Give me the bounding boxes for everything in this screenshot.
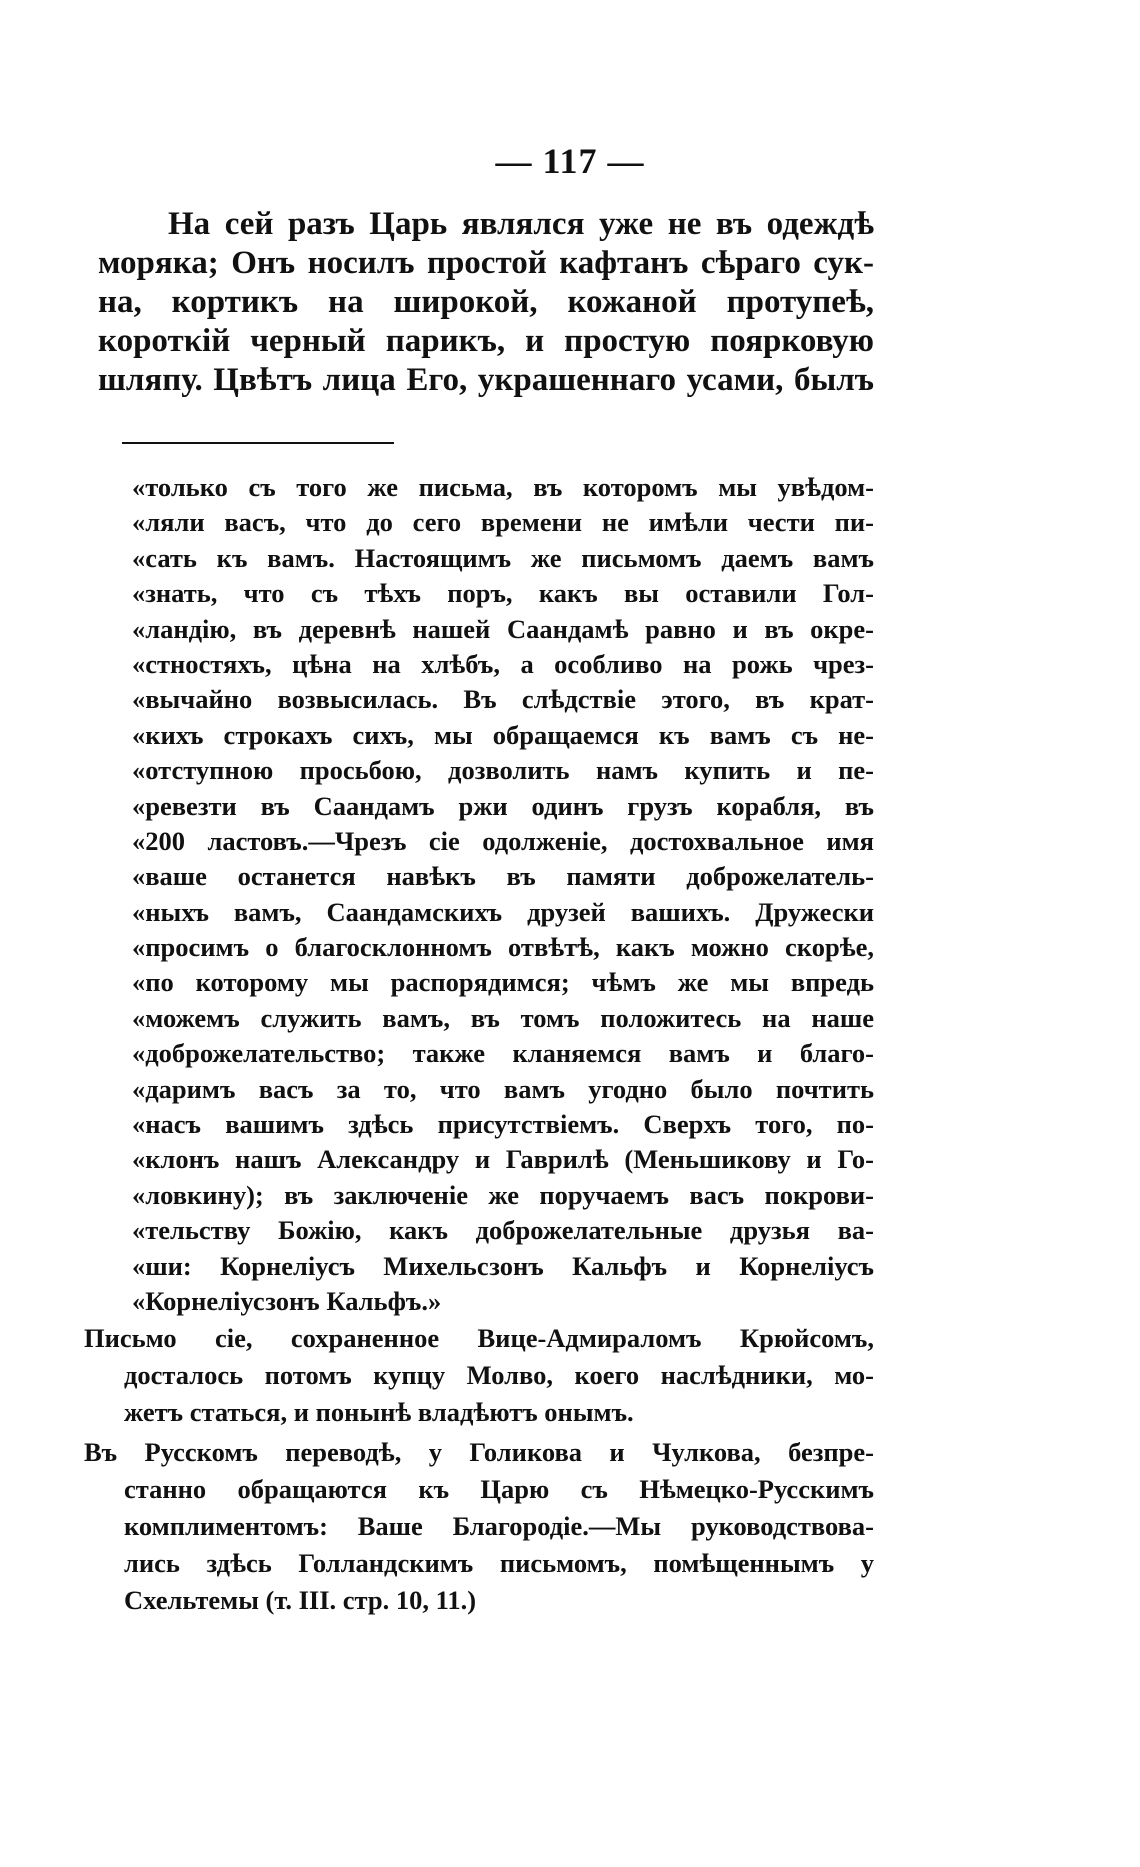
footnote-line: «ныхъ вамъ, Саандамскихъ друзей вашихъ. Дружески <box>132 896 874 927</box>
footnote-line: «ваше останется навѣкъ въ памяти доброжелатель- <box>132 861 874 892</box>
footnote-line: досталось потомъ купцу Молво, коего наслѣдники, мо- <box>124 1360 874 1390</box>
footnote-line: «только съ того же письма, въ которомъ мы увѣдом- <box>132 472 874 502</box>
footnote-line: «насъ вашимъ здѣсь присутствіемъ. Сверхъ того, по- <box>132 1109 874 1140</box>
footnote-line: «даримъ васъ за то, что вамъ угодно было почтить <box>132 1073 874 1104</box>
footnote-line: Схельтемы (т. III. стр. 10, 11.) <box>124 1585 477 1615</box>
main-paragraph <box>98 205 874 400</box>
text-line: моряка; Онъ носилъ простой кафтанъ сѣраго сук- <box>98 245 874 281</box>
footnote-line: «вычайно возвысилась. Въ слѣдствіе этого, въ крат- <box>132 684 874 715</box>
footnote-line: Въ Русскомъ переводѣ, у Голикова и Чулкова, безпре- <box>84 1437 874 1467</box>
footnote-line: Письмо сіе, сохраненное Вице-Адмираломъ Крюйсомъ, <box>84 1323 874 1353</box>
footnote-line: «кихъ строкахъ сихъ, мы обращаемся къ вамъ съ не- <box>132 719 874 750</box>
footnote-paragraph <box>84 1434 874 1619</box>
footnote-line: комплиментомъ: Ваше Благородіе.—Мы руководствова- <box>124 1511 874 1541</box>
footnote-paragraph <box>84 1320 874 1431</box>
footnote-line: «клонъ нашъ Александру и Гаврилѣ (Меньшикову и Го- <box>132 1144 874 1175</box>
footnote-line: «Корнеліусзонъ Кальфъ.» <box>132 1285 442 1316</box>
footnote-line: «ляли васъ, что до сего времени не имѣли чести пи- <box>132 507 874 538</box>
footnote-line: «по которому мы распорядимся; чѣмъ же мы впредь <box>132 967 874 998</box>
footnote-line: «200 ластовъ.—Чрезъ сіе одолженіе, достохвальное имя <box>132 825 874 856</box>
text-line: на, кортикъ на широкой, кожаной протупеѣ, <box>98 284 874 320</box>
footnote-line: «отступною просьбою, дозволить намъ купить и пе- <box>132 755 874 786</box>
footnote-line: «просимъ о благосклонномъ отвѣтѣ, какъ можно скорѣе, <box>132 932 874 963</box>
footnote-line: «доброжелательство; также кланяемся вамъ и благо- <box>132 1038 874 1069</box>
footnote-line: «ши: Корнеліусъ Михельсзонъ Кальфъ и Корнеліусъ <box>132 1250 874 1281</box>
text-line: коротκій черный парикъ, и простую поярковую <box>98 323 874 359</box>
footnote-line: «знать, что съ тѣхъ поръ, какъ вы оставили Гол- <box>132 578 874 609</box>
footnote-line: «можемъ служить вамъ, въ томъ положитесь на наше <box>132 1002 874 1033</box>
footnote-line: «ревезти въ Саандамъ ржи одинъ грузъ корабля, въ <box>132 790 874 821</box>
text-line: На сей разъ Царь являлся уже не въ одеждѣ <box>168 206 874 242</box>
footnote-line: «ландію, въ деревнѣ нашей Саандамѣ равно и въ окре- <box>132 613 874 644</box>
text-line: шляпу. Цвѣтъ лица Его, украшеннаго усами, былъ <box>98 362 874 398</box>
footnote-line: «ловкину); въ заключеніе же поручаемъ васъ покрови- <box>132 1179 874 1210</box>
footnote-separator <box>122 442 394 444</box>
footnote-line: «сать къ вамъ. Настоящимъ же письмомъ даемъ вамъ <box>132 542 874 573</box>
footnote-line: «тельству Божію, какъ доброжелательные друзья ва- <box>132 1215 874 1246</box>
footnote-quoted-letter <box>132 470 874 1319</box>
footnote-line: «стностяхъ, цѣна на хлѣбъ, а особливо на рожь чрез- <box>132 648 874 679</box>
footnotes-block <box>84 1320 874 1619</box>
footnote-line: лись здѣсь Голландскимъ письмомъ, помѣщеннымъ у <box>124 1548 874 1578</box>
footnote-line: станно обращаются къ Царю съ Нѣмецко-Русскимъ <box>124 1474 874 1504</box>
footnote-line: жетъ статься, и понынѣ владѣютъ онымъ. <box>124 1397 634 1427</box>
page-number: — 117 — <box>495 141 645 181</box>
